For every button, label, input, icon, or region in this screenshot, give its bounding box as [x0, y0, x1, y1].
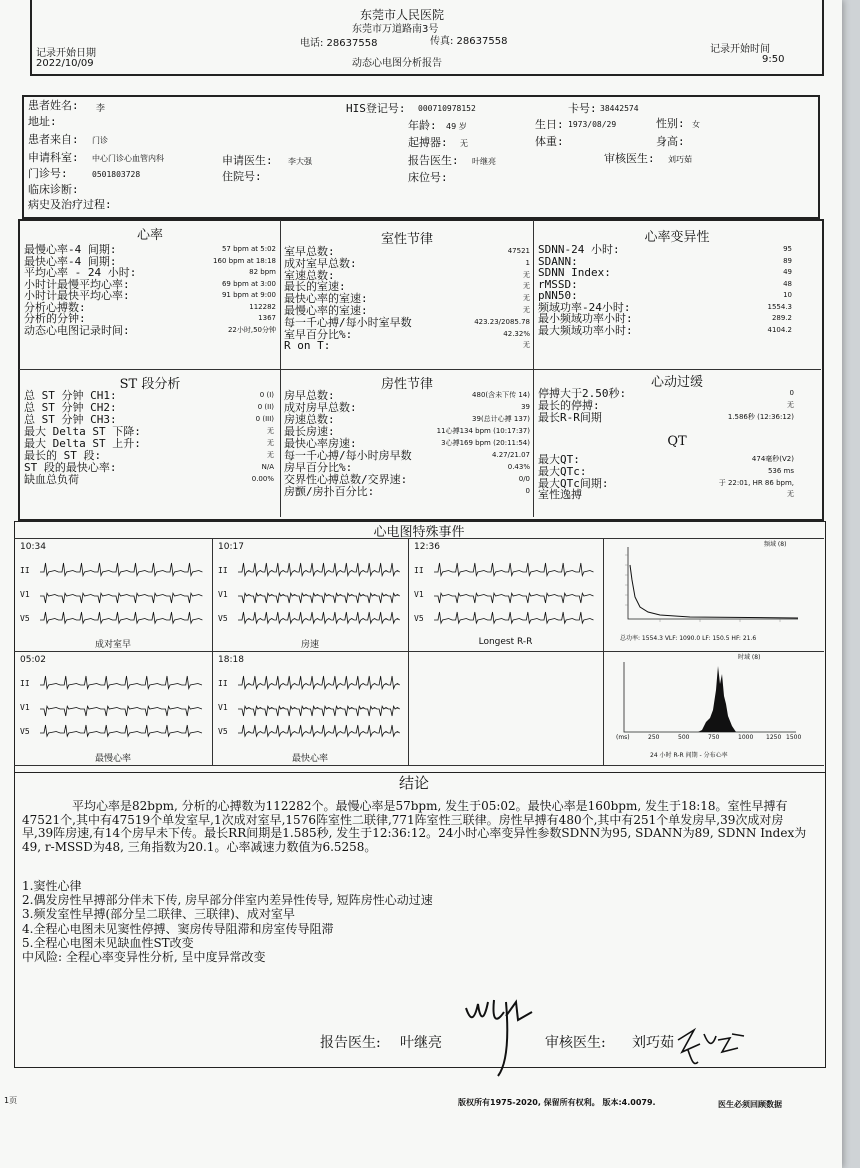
histogram-axis-label: 750 — [708, 734, 720, 741]
ecg-trace — [40, 563, 202, 576]
hr-row-value: 69 bpm at 3:00 — [221, 279, 276, 288]
st-row-value: 无 — [267, 451, 274, 459]
his-number: 000710978152 — [418, 104, 476, 113]
brady-section-title: 心动过缓 — [650, 375, 703, 390]
dob-label: 生日: — [535, 118, 564, 131]
copyright: 版权所有1975-2020, 保留所有权利。 版本:4.0079. — [458, 1098, 656, 1107]
atrial-row-label: 房早百分比%: — [284, 461, 353, 474]
histogram-footer: 24 小时 R-R 间期 - 分布心率 — [650, 752, 728, 759]
atrial-row-label: 每一千心搏/每小时房早数 — [284, 449, 412, 462]
atrial-row-value: 0 — [525, 487, 530, 495]
report-doctor: 叶继亮 — [472, 157, 496, 166]
atrial-row-label: 成对房早总数: — [284, 401, 357, 414]
source-value: 门诊 — [92, 136, 108, 145]
hr-row-value: 82 bpm — [249, 268, 276, 276]
brady-row-label: 最长的停搏: — [538, 398, 600, 412]
review-signature-label: 审核医生: — [545, 1035, 606, 1051]
vent-row-value: 无 — [523, 341, 530, 350]
strip-time: 12:36 — [414, 542, 440, 552]
vent-row-label: 最长的室速: — [284, 280, 346, 294]
st-row-value: 0.00% — [251, 475, 274, 483]
address-label: 地址: — [28, 115, 57, 128]
ecg-trace — [238, 706, 400, 716]
strip-caption: 最快心率 — [291, 754, 328, 764]
report-title: 动态心电图分析报告 — [352, 58, 442, 69]
lead-label: II — [218, 679, 228, 688]
patient-name: 李 — [96, 104, 106, 114]
lead-label: II — [20, 566, 30, 575]
hr-row-value: 57 bpm at 5:02 — [221, 245, 276, 253]
vent-row-value: 无 — [523, 270, 530, 279]
strip-caption: 房速 — [300, 640, 319, 650]
pacer-label: 起搏器: — [408, 136, 448, 149]
vent-row-label: 成对室早总数: — [284, 256, 357, 270]
report-doctor-signature — [458, 990, 558, 1080]
hospital-fax: 传真: 28637558 — [430, 36, 508, 47]
st-row-value: 无 — [267, 439, 274, 447]
atrial-row-value: 39(总计心搏 137) — [472, 415, 530, 423]
st-section-title: ST 段分析 — [119, 377, 181, 392]
hrv-row-value: 289.2 — [771, 314, 792, 322]
ecg-trace — [40, 706, 202, 716]
dept-label: 申请科室: — [28, 151, 79, 164]
review-doctor-label: 审核医生: — [604, 152, 655, 165]
ecg-trace — [238, 563, 400, 576]
pacer-value: 无 — [460, 139, 468, 148]
hr-row-value: 1367 — [258, 314, 276, 322]
hrv-row-label: 最大频域功率小时: — [538, 323, 633, 337]
record-time: 9:50 — [762, 54, 785, 65]
st-row-value: 无 — [267, 427, 274, 435]
qt-row-value: 536 ms — [767, 466, 794, 475]
histogram-axis-label: 1000 — [738, 734, 754, 741]
bed-label: 床位号: — [408, 171, 448, 184]
vent-row-value: 无 — [523, 282, 530, 291]
lead-label: II — [414, 566, 424, 575]
histogram-axis-label: 1250 — [766, 734, 782, 741]
vent-row-label: 最快心率的室速: — [284, 292, 368, 306]
histogram-axis-label: 250 — [648, 734, 660, 741]
hrv-row-value: 49 — [783, 268, 792, 276]
histogram-title: 时域 (8) — [738, 654, 761, 661]
qt-row-value: 474毫秒(V2) — [751, 455, 794, 463]
review-note: 医生必须回顾数据 — [718, 1100, 782, 1109]
ecg-trace — [238, 612, 400, 623]
hrv-row-value: 89 — [783, 256, 792, 265]
st-row-value: 0 (I) — [259, 391, 274, 399]
hrv-row-value: 95 — [783, 245, 792, 253]
vent-section-title: 室性节律 — [380, 232, 433, 247]
lead-label: V5 — [414, 614, 424, 623]
patient-name-label: 患者姓名: — [28, 99, 79, 112]
st-row-label: 缺血总负荷 — [24, 473, 79, 486]
hrv-row-value: 10 — [783, 291, 792, 299]
ecg-trace — [40, 593, 202, 603]
request-doctor-label: 申请医生: — [222, 154, 273, 167]
hrv-row-value: 4104.2 — [767, 325, 792, 334]
strip-time: 10:17 — [218, 542, 244, 552]
dept-value: 中心门诊心血管内科 — [92, 154, 164, 163]
qt-row-label: 最大QT: — [538, 453, 580, 466]
hr-row-label: 最慢心率-4 间期: — [24, 243, 117, 256]
card-number: 38442574 — [600, 104, 639, 113]
conclusion-text: 平均心率是82bpm, 分析的心搏数为112282个。最慢心率是57bpm, 发生于05:02。最快心率是160bpm, 发生于18:18。室性早搏有47521个,其中有47519个单发室早,1次成对室早,1576阵室性二联律,771阵室性三联律。房性早搏有480个,其中有251个单发房早,39次成对房早,39阵房速,有14个房早未下传。最长RR间期是1.585秒, 发生于12:36:12。24小时心率变异性参数SDNN为95, SDANN为89, SDNN Index为49, r-MSSD为48, 三角指数为20.1。心率减速力数值为6.5258。 — [22, 799, 807, 854]
request-doctor: 李大强 — [288, 157, 312, 166]
st-row-value: 0 (III) — [255, 415, 274, 423]
report-signature-name: 叶继亮 — [400, 1035, 442, 1051]
st-row-label: 最长的 ST 段: — [24, 449, 102, 462]
hrv-row-value: 1554.3 — [767, 302, 792, 311]
lead-label: V5 — [218, 727, 228, 736]
strip-caption: Longest R-R — [478, 637, 533, 647]
conclusion-item: 1.窦性心律 — [22, 879, 82, 893]
st-row-label: 总 ST 分钟 CH1: — [24, 389, 117, 402]
lead-label: V1 — [20, 590, 30, 599]
sex-value: 女 — [692, 120, 700, 129]
vent-row-value: 42.32% — [503, 329, 530, 338]
brady-row-label: 最长R-R间期 — [538, 410, 602, 424]
ecg-trace — [238, 676, 400, 689]
hr-row-label: 小时计最快平均心率: — [24, 289, 130, 302]
age-value: 49 岁 — [446, 122, 467, 131]
vent-row-value: 47521 — [507, 247, 530, 255]
conclusion-title: 结论 — [398, 774, 429, 792]
hrv-row-label: SDANN: — [538, 254, 578, 268]
atrial-row-label: 最快心率房速: — [284, 437, 357, 450]
hospital-phone: 电话: 28637558 — [300, 38, 378, 49]
hr-row-label: 分析的分钟: — [24, 312, 86, 325]
review-doctor-signature — [668, 1022, 758, 1072]
inpatient-label: 住院号: — [222, 170, 262, 183]
conclusion-paragraph — [22, 800, 812, 854]
lead-label: V5 — [218, 614, 228, 623]
atrial-row-value: 3心搏169 bpm (20:11:54) — [441, 439, 530, 447]
hr-row-label: 小时计最慢平均心率: — [24, 277, 130, 291]
strip-caption: 最慢心率 — [94, 754, 131, 764]
vent-row-value: 1 — [525, 258, 530, 267]
atrial-row-value: 480(含未下传 14) — [472, 391, 530, 399]
conclusion-item: 2.偶发房性早搏部分伴未下传, 房早部分伴室内差异性传导, 短阵房性心动过速 — [22, 893, 433, 908]
ecg-trace — [40, 725, 202, 736]
st-row-label: 最大 Delta ST 下降: — [24, 425, 141, 438]
hr-row-value: 160 bpm at 18:18 — [213, 256, 276, 265]
ecg-trace — [238, 593, 400, 603]
ecg-trace — [40, 676, 202, 689]
vent-row-label: 最慢心率的室速: — [284, 304, 368, 317]
conclusion-item: 中风险: 全程心率变异性分析, 呈中度异常改变 — [22, 950, 266, 964]
histogram-axis-label: 1500 — [786, 734, 802, 741]
hr-row-value: 112282 — [249, 302, 276, 311]
hr-row-label: 平均心率 - 24 小时: — [24, 266, 137, 279]
events-title: 心电图特殊事件 — [373, 525, 465, 540]
weight-label: 体重: — [535, 135, 564, 148]
atrial-row-label: 房颤/房扑百分比: — [284, 485, 375, 498]
dob-value: 1973/08/29 — [568, 120, 617, 129]
atrial-row-value: 0/0 — [518, 475, 530, 483]
vent-row-label: 室早百分比%: — [284, 327, 353, 341]
hrv-row-label: SDNN-24 小时: — [538, 243, 620, 256]
qt-row-label: 室性逸搏 — [538, 488, 582, 502]
brady-row-value: 无 — [787, 400, 794, 409]
brady-row-label: 停搏大于2.50秒: — [538, 387, 627, 400]
strip-time: 10:34 — [20, 542, 46, 552]
st-row-value: 0 (II) — [257, 403, 274, 411]
rr-histogram — [618, 660, 798, 740]
lead-label: V5 — [20, 614, 30, 623]
qt-row-value: 无 — [787, 490, 794, 499]
vent-row-value: 423.23/2085.78 — [474, 317, 530, 326]
strip-caption: 成对室早 — [94, 640, 131, 650]
hrv-row-value: 48 — [783, 279, 792, 288]
atrial-section-title: 房性节律 — [380, 377, 433, 392]
review-doctor: 刘巧茹 — [668, 155, 692, 164]
strip-time: 05:02 — [20, 655, 46, 665]
sex-label: 性别: — [656, 117, 685, 130]
lead-label: V5 — [20, 727, 30, 736]
atrial-row-value: 39 — [521, 403, 530, 411]
brady-row-value: 0 — [789, 389, 794, 397]
hr-row-label: 动态心电图记录时间: — [24, 323, 130, 337]
history-label: 病史及治疗过程: — [28, 198, 112, 211]
brady-row-value: 1.586秒 (12:36:12) — [727, 412, 794, 421]
hrv-row-label: SDNN Index: — [538, 266, 611, 279]
report-doctor-label: 报告医生: — [408, 154, 459, 167]
his-label: HIS登记号: — [346, 102, 406, 115]
vent-row-label: 每一千心搏/每小时室早数 — [284, 315, 412, 329]
vent-row-label: 室早总数: — [284, 245, 335, 258]
spectrum-footer: 总功率: 1554.3 VLF: 1090.0 LF: 150.5 HF: 21.6 — [620, 635, 757, 642]
st-row-label: 总 ST 分钟 CH2: — [24, 401, 117, 414]
qt-row-label: 最大QTc: — [538, 464, 587, 478]
atrial-row-label: 最长房速: — [284, 425, 335, 438]
conclusion-item: 5.全程心电图未见缺血性ST改变 — [22, 935, 194, 950]
vent-row-value: 无 — [523, 306, 530, 314]
record-date: 2022/10/09 — [36, 58, 94, 69]
atrial-row-label: 房早总数: — [284, 389, 335, 402]
hrv-row-label: 最小频域功率小时: — [538, 312, 633, 325]
atrial-row-value: 0.43% — [507, 463, 530, 471]
hrv-row-label: rMSSD: — [538, 277, 578, 291]
hr-row-value: 91 bpm at 9:00 — [221, 291, 276, 299]
ecg-trace — [434, 612, 593, 623]
hr-section-title: 心率 — [136, 228, 163, 243]
lead-label: V1 — [218, 703, 228, 712]
histogram-axis-label: 500 — [678, 734, 690, 741]
strip-time: 18:18 — [218, 655, 244, 665]
outpatient-number: 0501803728 — [92, 170, 141, 179]
report-signature-label: 报告医生: — [320, 1035, 381, 1051]
hospital-address: 东莞市万道路南3号 — [352, 24, 439, 35]
ecg-trace — [434, 593, 593, 603]
atrial-row-value: 11心搏134 bpm (10:17:37) — [436, 427, 530, 435]
hospital-name: 东莞市人民医院 — [360, 8, 445, 22]
st-row-label: ST 段的最快心率: — [24, 461, 117, 474]
review-signature-name: 刘巧茹 — [632, 1035, 674, 1051]
st-row-label: 最大 Delta ST 上升: — [24, 437, 141, 450]
frequency-spectrum-plot — [610, 545, 800, 635]
conclusion-item: 3.频发室性早搏(部分呈二联律、三联律)、成对室早 — [22, 907, 295, 922]
st-row-label: 总 ST 分钟 CH3: — [24, 413, 117, 426]
qt-row-value: 于 22:01, HR 86 bpm, — [718, 478, 794, 487]
lead-label: V1 — [218, 590, 228, 599]
hr-row-label: 分析心搏数: — [24, 300, 86, 314]
ecg-trace — [40, 612, 202, 623]
qt-row-label: 最大QTc间期: — [538, 476, 609, 490]
conclusion-item: 4.全程心电图未见窦性停搏、窦房传导阻滞和房室传导阻滞 — [22, 921, 334, 936]
age-label: 年龄: — [408, 119, 437, 132]
hrv-row-label: 频域功率-24小时: — [538, 300, 631, 314]
vent-row-label: 室速总数: — [284, 268, 335, 282]
lead-label: V1 — [20, 703, 30, 712]
lead-label: V1 — [414, 590, 424, 599]
hrv-row-label: pNN50: — [538, 289, 578, 302]
histogram-axis-label: (ms) — [616, 734, 630, 741]
st-row-value: N/A — [261, 463, 274, 471]
height-label: 身高: — [656, 135, 685, 148]
lead-label: II — [20, 679, 30, 688]
qt-section-title: QT — [667, 434, 687, 449]
hr-row-value: 22小时,50分钟 — [227, 325, 276, 334]
spectrum-title: 频域 (8) — [764, 541, 787, 548]
ecg-trace — [434, 563, 593, 576]
card-label: 卡号: — [568, 102, 597, 115]
vent-row-value: 无 — [523, 294, 530, 303]
diagnosis-label: 临床诊断: — [28, 183, 79, 196]
record-date-label: 记录开始日期 — [36, 48, 96, 59]
lead-label: II — [218, 566, 228, 575]
ecg-trace — [238, 725, 400, 736]
hrv-section-title: 心率变异性 — [644, 230, 710, 245]
atrial-row-value: 4.27/21.07 — [492, 451, 530, 459]
vent-row-label: R on T: — [284, 339, 331, 353]
hr-row-label: 最快心率-4 间期: — [24, 254, 117, 268]
outpatient-label: 门诊号: — [28, 167, 68, 180]
atrial-row-label: 房速总数: — [284, 413, 335, 426]
page-number: 1页 — [4, 1096, 18, 1105]
atrial-row-label: 交界性心搏总数/交界速: — [284, 473, 408, 486]
record-time-label: 记录开始时间 — [710, 44, 770, 55]
source-label: 患者来自: — [28, 133, 79, 146]
